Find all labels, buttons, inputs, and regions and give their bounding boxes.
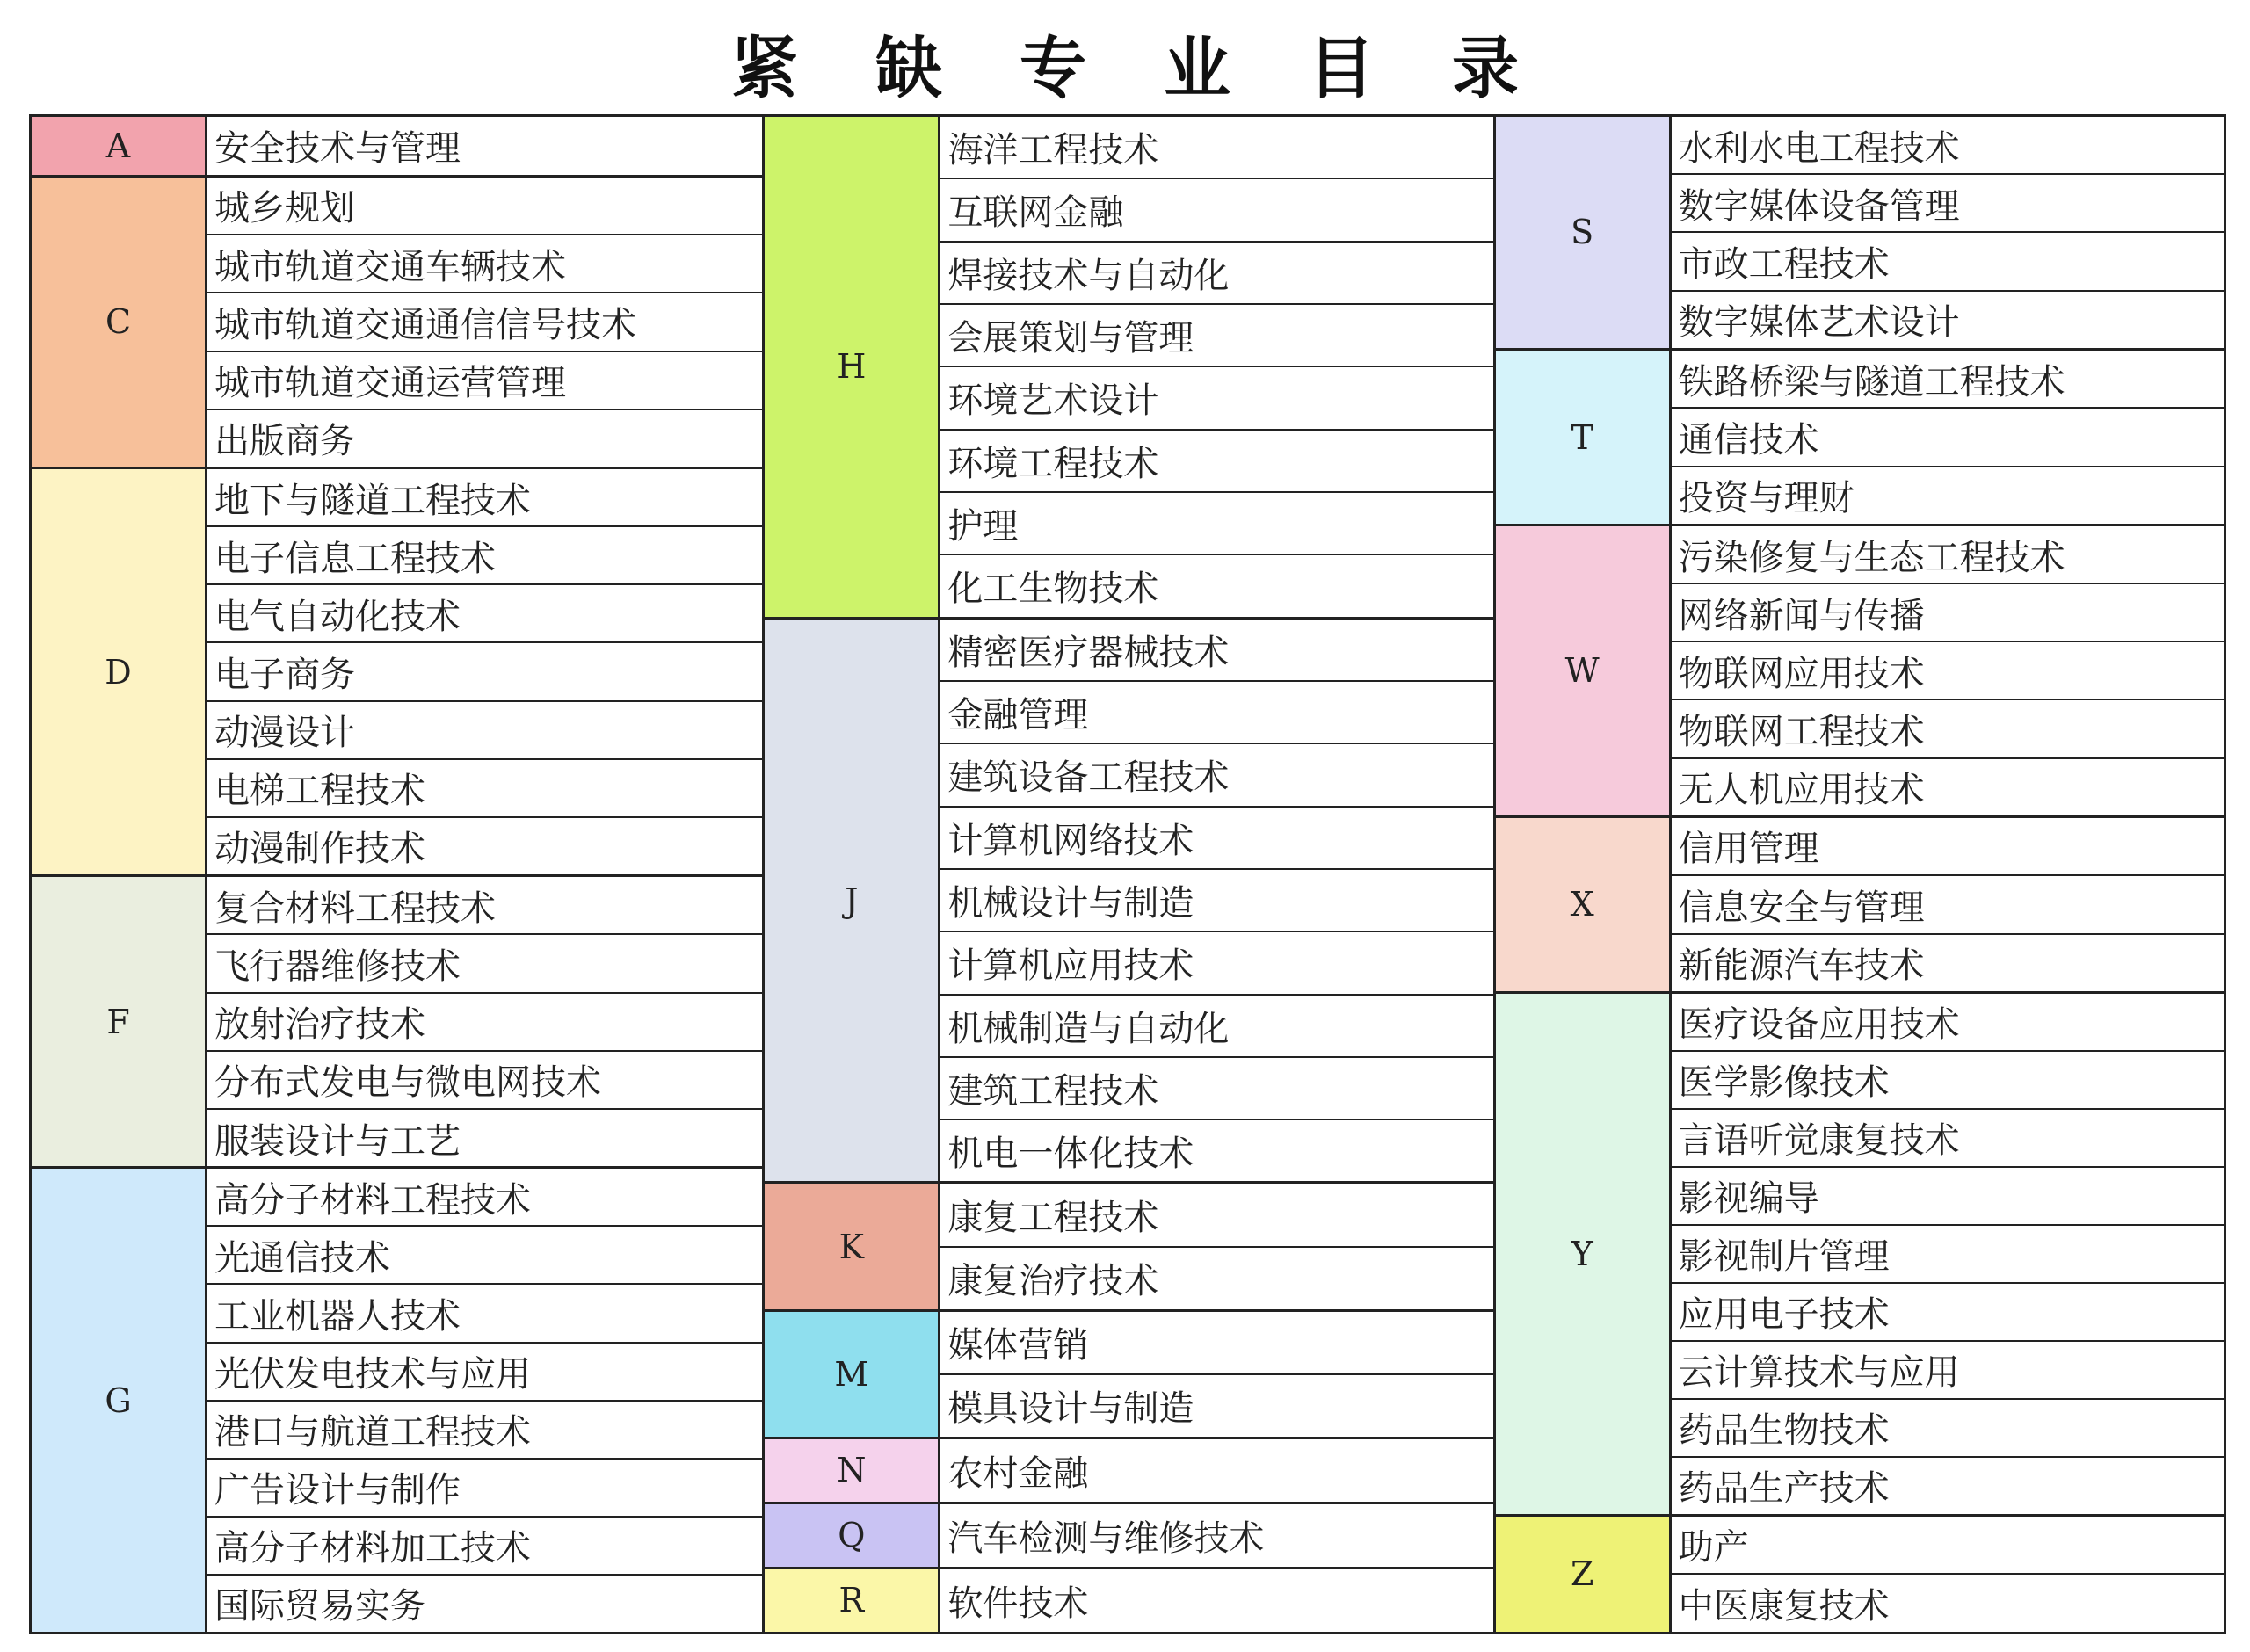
major-item: 出版商务 — [207, 409, 762, 467]
major-item: 光通信技术 — [207, 1225, 762, 1283]
major-item: 互联网金融 — [940, 178, 1492, 240]
section-items — [940, 117, 1492, 617]
major-item: 机电一体化技术 — [940, 1119, 1492, 1181]
major-item: 会展策划与管理 — [940, 303, 1492, 366]
section-letter: T — [1496, 351, 1672, 524]
major-item: 信用管理 — [1678, 829, 1819, 870]
letter-section-d — [32, 467, 762, 874]
major-item: 无人机应用技术 — [1672, 757, 2224, 815]
section-items — [1672, 526, 2224, 815]
section-letter: S — [1496, 117, 1672, 348]
section-letter: N — [765, 1439, 940, 1502]
major-item: 影视制片管理 — [1672, 1224, 2224, 1282]
section-letter: J — [765, 620, 940, 1182]
major-item: 计算机网络技术 — [940, 806, 1492, 868]
major-item: 高分子材料工程技术 — [214, 1179, 531, 1221]
major-item: 影视编导 — [1672, 1166, 2224, 1224]
section-items — [940, 1439, 1492, 1502]
section-letter: Y — [1496, 994, 1672, 1514]
section-items — [940, 1569, 1492, 1632]
section-letter: Q — [765, 1504, 940, 1567]
letter-section-q — [765, 1502, 1492, 1567]
major-item: 地下与隧道工程技术 — [214, 480, 531, 521]
major-table — [29, 114, 2226, 1634]
major-item: 电子信息工程技术 — [207, 525, 762, 583]
section-items — [940, 620, 1492, 1182]
major-item: 护理 — [940, 491, 1492, 554]
major-item: 药品生产技术 — [1672, 1456, 2224, 1514]
major-item: 康复工程技术 — [947, 1197, 1159, 1238]
major-item: 医疗设备应用技术 — [1678, 1004, 1960, 1046]
major-item: 环境工程技术 — [940, 429, 1492, 491]
major-item: 新能源汽车技术 — [1672, 933, 2224, 991]
major-item: 光伏发电技术与应用 — [207, 1342, 762, 1400]
major-item: 复合材料工程技术 — [214, 888, 496, 929]
major-item: 网络新闻与传播 — [1672, 583, 2224, 641]
table-column — [32, 117, 762, 1632]
section-letter: A — [32, 117, 207, 175]
letter-section-z — [1496, 1514, 2224, 1632]
major-item: 云计算技术与应用 — [1672, 1340, 2224, 1398]
major-item: 通信技术 — [1672, 407, 2224, 465]
major-item: 软件技术 — [947, 1583, 1089, 1624]
letter-section-c — [32, 175, 762, 467]
section-letter: H — [765, 117, 940, 617]
major-item: 海洋工程技术 — [947, 130, 1159, 171]
section-items — [1672, 117, 2224, 348]
letter-section-g — [32, 1166, 762, 1632]
major-item: 物联网应用技术 — [1672, 641, 2224, 699]
major-item: 电气自动化技术 — [207, 583, 762, 641]
section-letter: W — [1496, 526, 1672, 815]
major-item: 广告设计与制作 — [207, 1458, 762, 1516]
section-letter: M — [765, 1312, 940, 1437]
table-column — [1493, 117, 2224, 1632]
section-letter: D — [32, 469, 207, 874]
letter-section-m — [765, 1309, 1492, 1437]
major-item: 机械制造与自动化 — [940, 994, 1492, 1056]
major-item: 助产 — [1678, 1527, 1749, 1569]
letter-section-j — [765, 617, 1492, 1182]
major-item: 国际贸易实务 — [207, 1574, 762, 1632]
table-column — [762, 117, 1492, 1632]
section-items — [207, 877, 762, 1166]
section-items — [1672, 351, 2224, 524]
section-items — [940, 1184, 1492, 1308]
major-item: 铁路桥梁与隧道工程技术 — [1678, 361, 2065, 402]
major-item: 信息安全与管理 — [1672, 874, 2224, 932]
major-item: 城市轨道交通车辆技术 — [207, 234, 762, 292]
major-item: 城乡规划 — [214, 188, 355, 229]
section-letter: X — [1496, 818, 1672, 991]
section-items — [207, 178, 762, 467]
letter-section-f — [32, 874, 762, 1166]
major-item: 投资与理财 — [1672, 466, 2224, 524]
major-item: 建筑工程技术 — [940, 1056, 1492, 1119]
major-item: 农村金融 — [947, 1453, 1089, 1494]
section-letter: G — [32, 1169, 207, 1632]
major-item: 医学影像技术 — [1672, 1050, 2224, 1108]
major-item: 安全技术与管理 — [214, 128, 461, 170]
letter-section-t — [1496, 348, 2224, 524]
section-items — [1672, 1517, 2224, 1632]
major-item: 数字媒体设备管理 — [1672, 173, 2224, 231]
section-items — [1672, 994, 2224, 1514]
major-item: 高分子材料加工技术 — [207, 1516, 762, 1574]
major-item: 康复治疗技术 — [940, 1246, 1492, 1309]
major-item: 物联网工程技术 — [1672, 699, 2224, 757]
major-item: 化工生物技术 — [940, 554, 1492, 616]
major-item: 工业机器人技术 — [207, 1283, 762, 1341]
section-letter: R — [765, 1569, 940, 1632]
major-item: 动漫制作技术 — [207, 816, 762, 874]
letter-section-h — [765, 117, 1492, 617]
section-items — [1672, 818, 2224, 991]
section-letter: C — [32, 178, 207, 467]
major-item: 港口与航道工程技术 — [207, 1400, 762, 1458]
major-item: 污染修复与生态工程技术 — [1678, 537, 2065, 578]
major-item: 模具设计与制造 — [940, 1373, 1492, 1437]
letter-section-s — [1496, 117, 2224, 348]
major-item: 机械设计与制造 — [940, 868, 1492, 931]
major-item: 中医康复技术 — [1672, 1573, 2224, 1632]
major-item: 城市轨道交通通信信号技术 — [207, 292, 762, 350]
major-item: 城市轨道交通运营管理 — [207, 351, 762, 409]
major-item: 药品生物技术 — [1672, 1398, 2224, 1456]
major-item: 分布式发电与微电网技术 — [207, 1050, 762, 1108]
major-item: 水利水电工程技术 — [1678, 127, 1960, 169]
section-letter: F — [32, 877, 207, 1166]
letter-section-n — [765, 1437, 1492, 1502]
major-item: 建筑设备工程技术 — [940, 743, 1492, 805]
letter-section-y — [1496, 991, 2224, 1514]
major-item: 飞行器维修技术 — [207, 933, 762, 991]
page-title: 紧缺专业目录 — [731, 29, 1596, 107]
major-item: 环境艺术设计 — [940, 366, 1492, 428]
major-item: 汽车检测与维修技术 — [947, 1518, 1265, 1559]
major-item: 数字媒体艺术设计 — [1672, 290, 2224, 348]
major-item: 计算机应用技术 — [940, 931, 1492, 993]
major-item: 焊接技术与自动化 — [940, 241, 1492, 303]
letter-section-x — [1496, 815, 2224, 991]
section-items — [940, 1504, 1492, 1567]
major-item: 动漫设计 — [207, 700, 762, 758]
section-items — [940, 1312, 1492, 1437]
major-item: 服装设计与工艺 — [207, 1108, 762, 1166]
major-item: 金融管理 — [940, 680, 1492, 743]
major-item: 市政工程技术 — [1672, 231, 2224, 289]
letter-section-w — [1496, 524, 2224, 815]
major-item: 电子商务 — [207, 641, 762, 699]
section-items — [207, 469, 762, 874]
major-item: 言语听觉康复技术 — [1672, 1108, 2224, 1166]
letter-section-a — [32, 117, 762, 175]
major-item: 电梯工程技术 — [207, 758, 762, 816]
section-letter: Z — [1496, 1517, 1672, 1632]
letter-section-k — [765, 1181, 1492, 1308]
major-item: 应用电子技术 — [1672, 1282, 2224, 1340]
letter-section-r — [765, 1567, 1492, 1632]
section-items — [207, 1169, 762, 1632]
major-item: 媒体营销 — [947, 1325, 1089, 1366]
section-items — [207, 117, 762, 175]
section-letter: K — [765, 1184, 940, 1308]
major-item: 放射治疗技术 — [207, 992, 762, 1050]
major-item: 精密医疗器械技术 — [947, 632, 1230, 673]
